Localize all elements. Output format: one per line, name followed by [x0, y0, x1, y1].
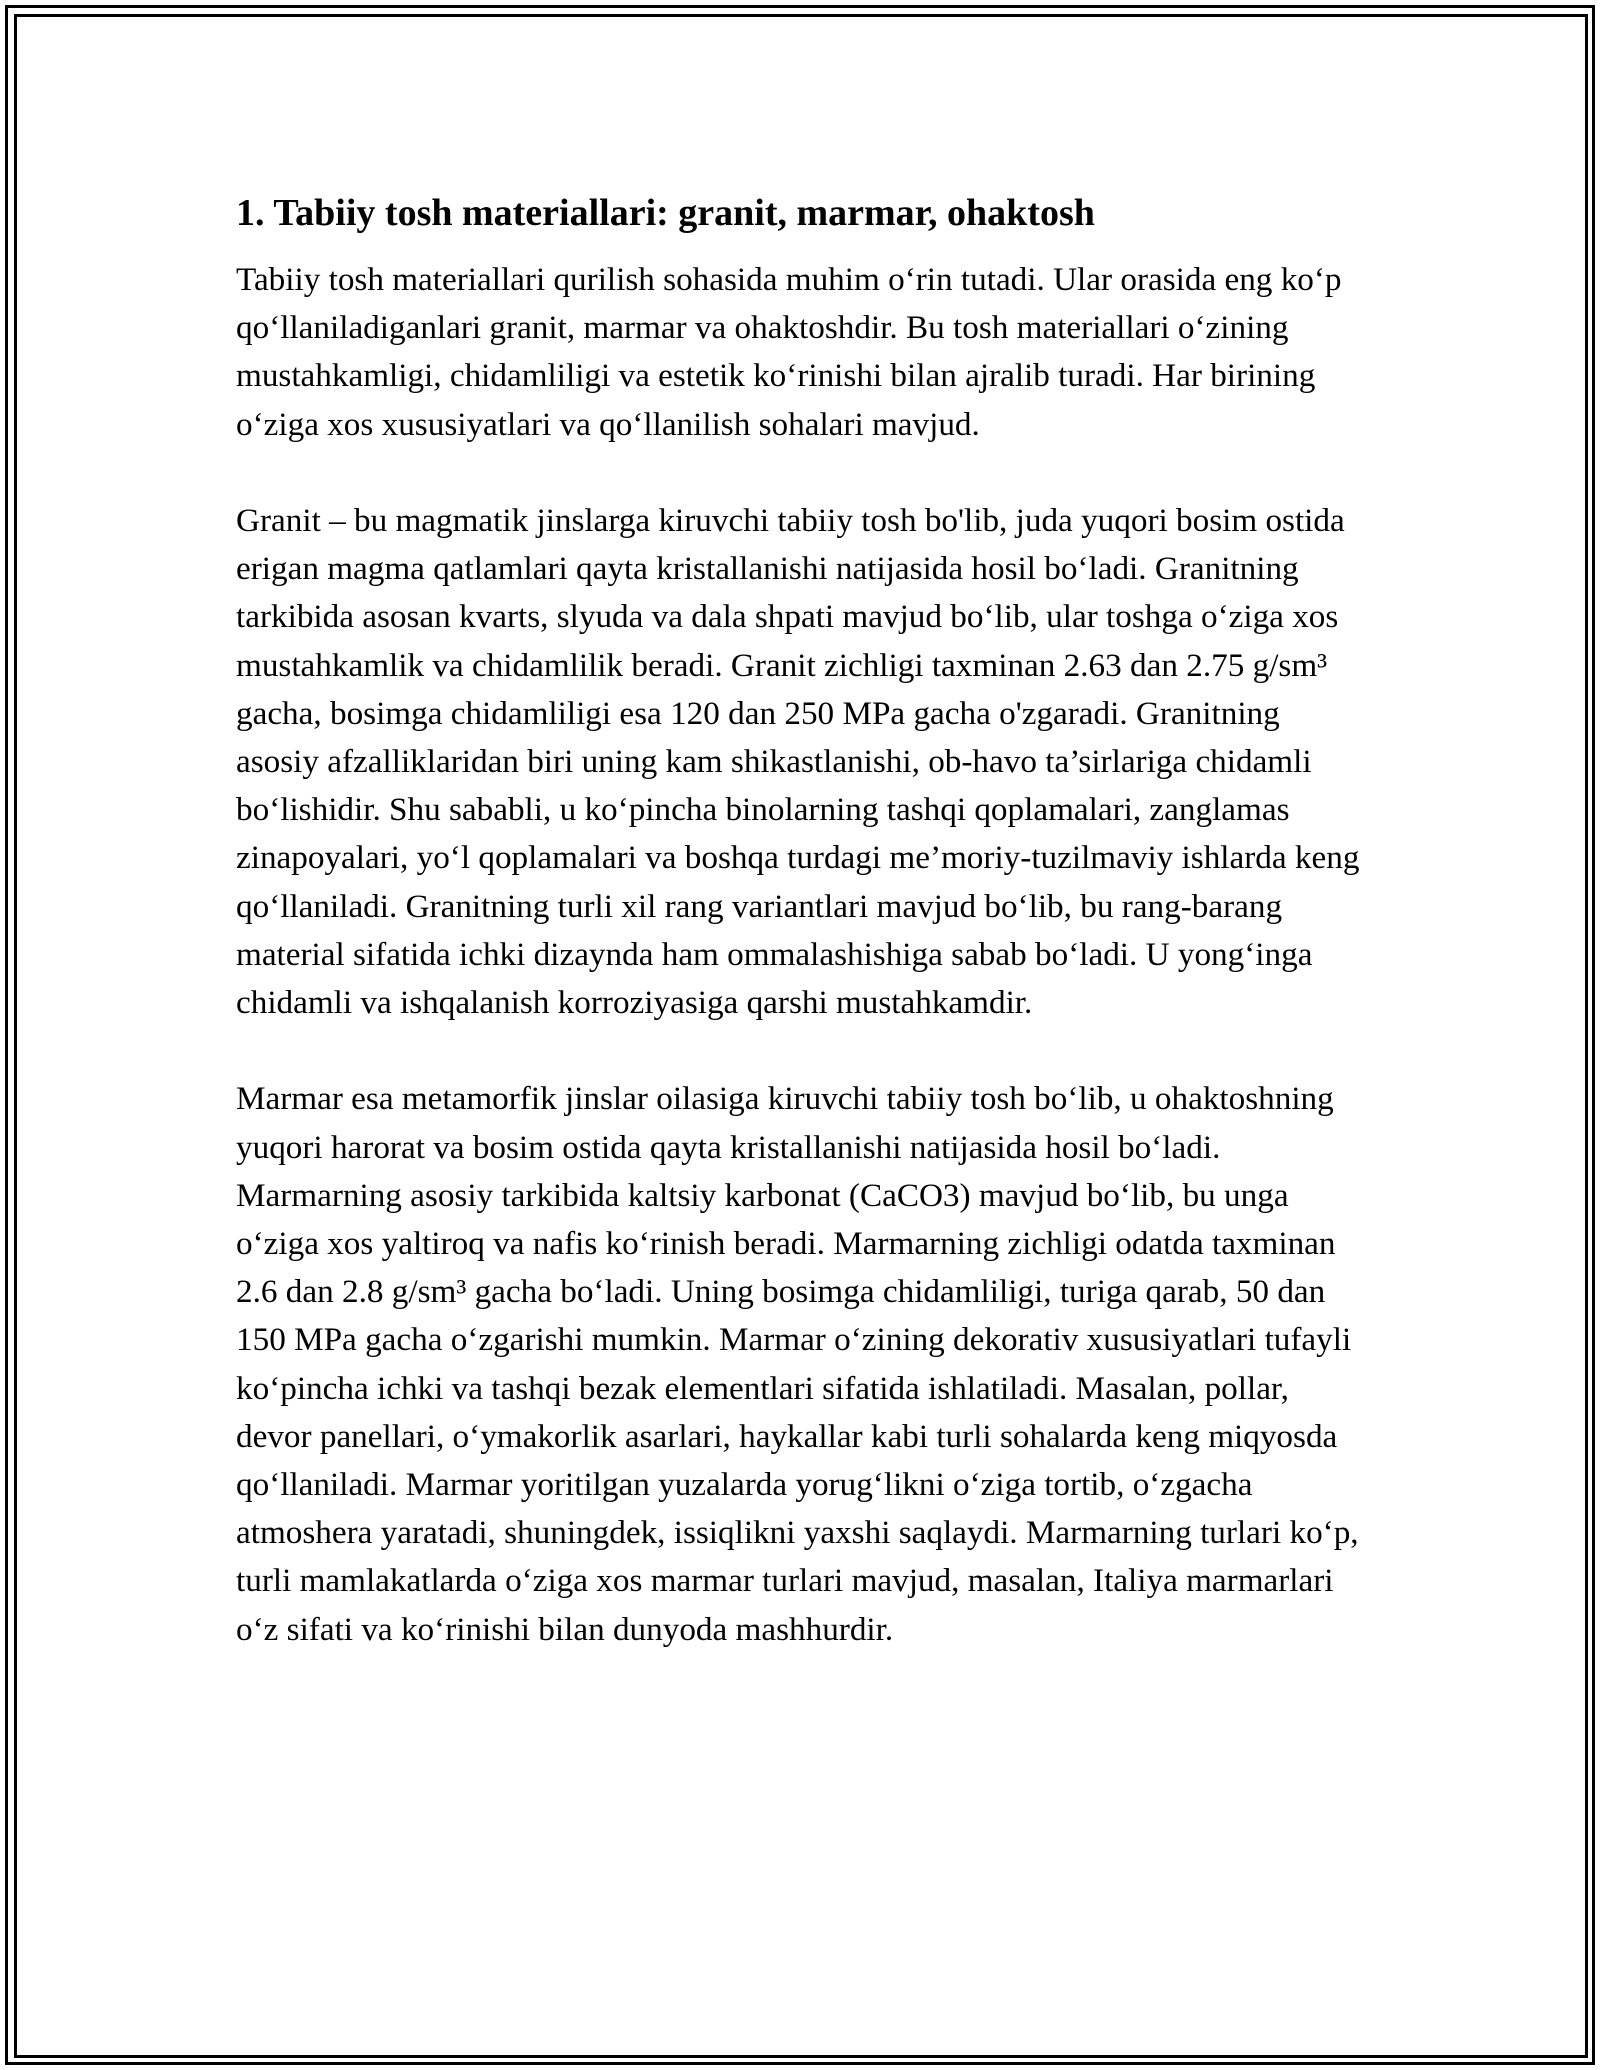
intro-paragraph: Tabiiy tosh materiallari qurilish sohasida muhim o‘rin tutadi. Ular orasida eng ko‘p qo‘llaniladiganlari granit, marmar va ohaktoshdir. Bu tosh materiallari o‘zining mustahkamligi, chidamliligi va estetik ko‘rinishi bilan ajralib turadi. Har birining o‘ziga xos xususiyatlari va qo‘llanilish sohalari mavjud.: [236, 261, 1342, 443]
section-heading: 1. Tabiiy tosh materiallari: granit, marmar, ohaktosh: [236, 192, 1095, 234]
document-body: [236, 186, 1366, 1702]
granite-paragraph: Granit – bu magmatik jinslarga kiruvchi tabiiy tosh bo'lib, juda yuqori bosim ostida erigan magma qatlamlari qayta kristallanishi natijasida hosil bo‘ladi. Granitning tarkibida asosan kvarts, slyuda va dala shpati mavjud bo‘lib, ular toshga o‘ziga xos mustahkamlik va chidamlilik beradi. Granit zichligi taxminan 2.63 dan 2.75 g/sm³ gacha, bosimga chidamliligi esa 120 dan 250 MPa gacha o'zgaradi. Granitning asosiy afzalliklaridan biri uning kam shikastlanishi, ob-havo ta’sirlariga chidamli bo‘lishidir. Shu sababli, u ko‘pincha binolarning tashqi qoplamalari, zanglamas zinapoyalari, yo‘l qoplamalari va boshqa turdagi me’moriy-tuzilmaviy ishlarda keng qo‘llaniladi. Granitning turli xil rang variantlari mavjud bo‘lib, bu rang-barang material sifatida ichki dizaynda ham ommalashishiga sabab bo‘ladi. U yong‘inga chidamli va ishqalanish korroziyasiga qarshi mustahkamdir.: [236, 502, 1360, 1022]
marble-paragraph: Marmar esa metamorfik jinslar oilasiga kiruvchi tabiiy tosh bo‘lib, u ohaktoshning yuqori harorat va bosim ostida qayta kristallanishi natijasida hosil bo‘ladi. Marmarning asosiy tarkibida kaltsiy karbonat (CaCO3) mavjud bo‘lib, bu unga o‘ziga xos yaltiroq va nafis ko‘rinish beradi. Marmarning zichligi odatda taxminan 2.6 dan 2.8 g/sm³ gacha bo‘ladi. Uning bosimga chidamliligi, turiga qarab, 50 dan 150 MPa gacha o‘zgarishi mumkin. Marmar o‘zining dekorativ xususiyatlari tufayli ko‘pincha ichki va tashqi bezak elementlari sifatida ishlatiladi. Masalan, pollar, devor panellari, o‘ymakorlik asarlari, haykallar kabi turli sohalarda keng miqyosda qo‘llaniladi. Marmar yoritilgan yuzalarda yorug‘likni o‘ziga tortib, o‘zgacha atmoshera yaratadi, shuningdek, issiqlikni yaxshi saqlaydi. Marmarning turlari ko‘p, turli mamlakatlarda o‘ziga xos marmar turlari mavjud, masalan, Italiya marmarlari o‘z sifati va ko‘rinishi bilan dunyoda mashhurdir.: [236, 1080, 1359, 1648]
